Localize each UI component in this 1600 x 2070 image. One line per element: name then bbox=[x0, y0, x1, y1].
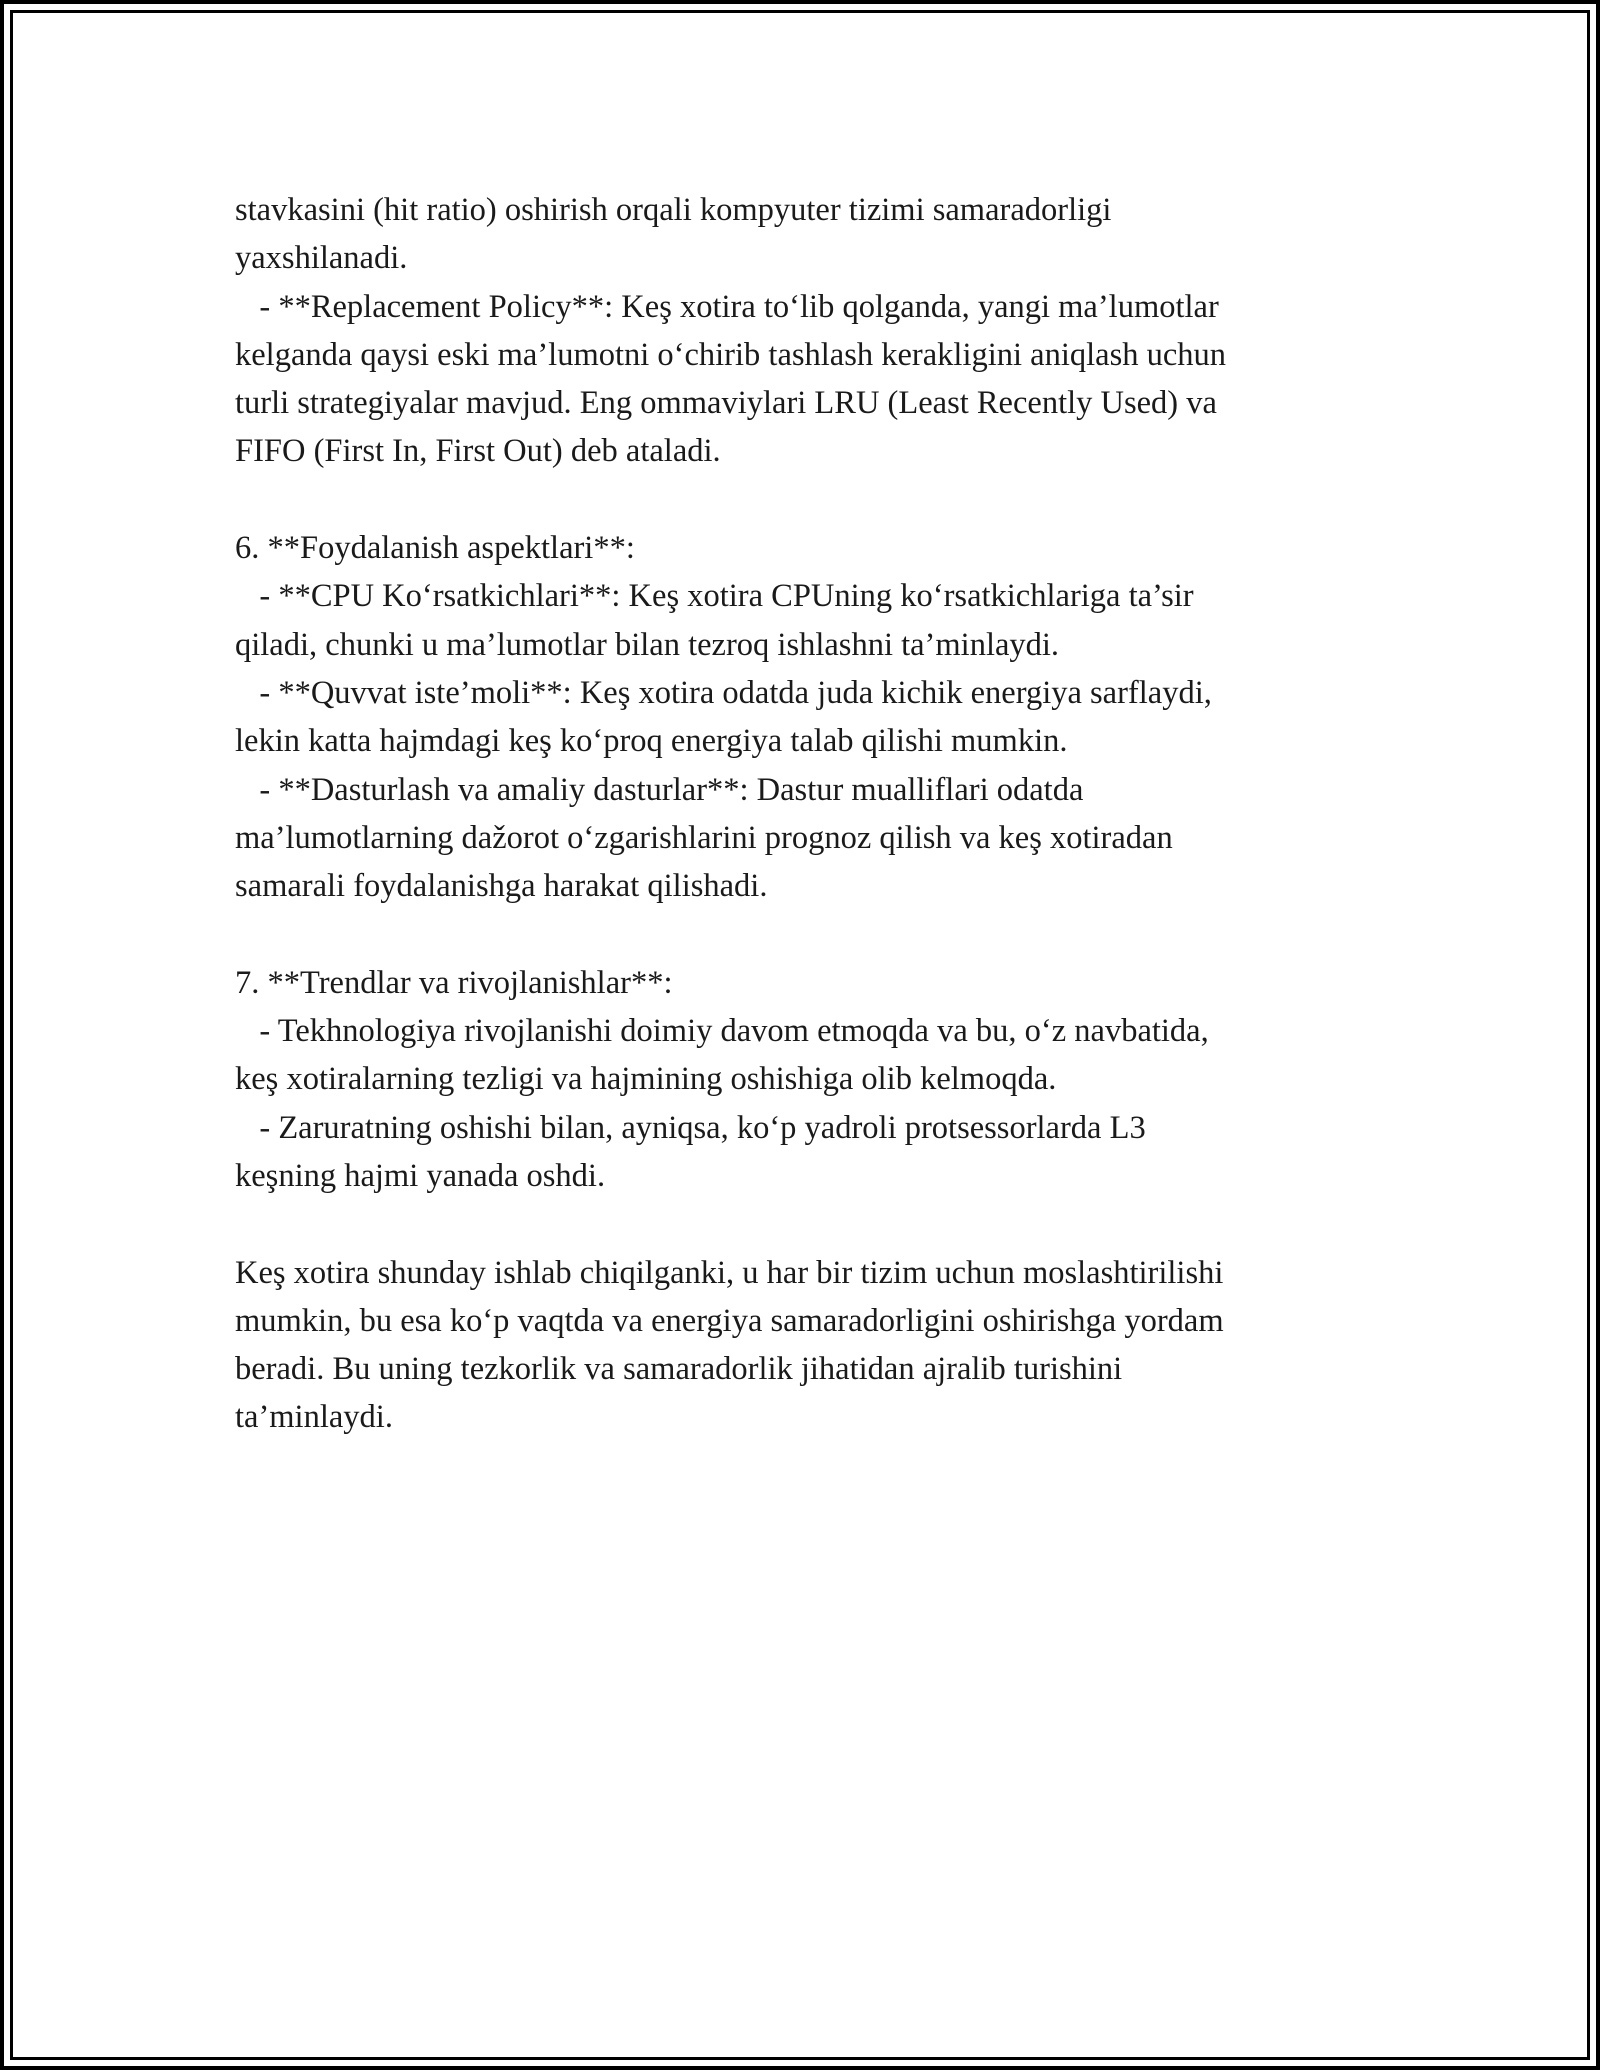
text-line: - **Quvvat iste’moli**: Keş xotira odatda juda kichik energiya sarflaydi, bbox=[235, 674, 1212, 711]
text-line: turli strategiyalar mavjud. Eng ommaviylari LRU (Least Recently Used) va bbox=[235, 385, 1217, 422]
section-heading: 7. **Trendlar va rivojlanishlar**: bbox=[235, 964, 673, 1001]
section-heading: 6. **Foydalanish aspektlari**: bbox=[235, 530, 635, 567]
text-line: ma’lumotlarning dažorot o‘zgarishlarini prognoz qilish va keş xotiradan bbox=[235, 819, 1173, 856]
conclusion-line: Keş xotira shunday ishlab chiqilganki, u har bir tizim uchun moslashtirilishi bbox=[235, 1254, 1224, 1291]
text-line: keş xotiralarning tezligi va hajmining oshishiga olib kelmoqda. bbox=[235, 1061, 1057, 1098]
text-line: FIFO (First In, First Out) deb ataladi. bbox=[235, 433, 721, 470]
conclusion-line: ta’minlaydi. bbox=[235, 1399, 393, 1436]
text-line: samarali foydalanishga harakat qilishadi. bbox=[235, 868, 768, 905]
text-line: - Tekhnologiya rivojlanishi doimiy davom etmoqda va bu, o‘z navbatida, bbox=[235, 1013, 1209, 1050]
blank-line bbox=[235, 476, 1385, 524]
text-line: kelganda qaysi eski ma’lumotni o‘chirib tashlash kerakligini aniqlash uchun bbox=[235, 336, 1227, 373]
text-line: - Zaruratning oshishi bilan, ayniqsa, ko‘p yadroli protsessorlarda L3 bbox=[235, 1109, 1146, 1146]
conclusion-line: mumkin, bu esa ko‘p vaqtda va energiya samaradorligini oshirishga yordam bbox=[235, 1302, 1224, 1339]
blank-line bbox=[235, 910, 1385, 958]
text-line: - **CPU Ko‘rsatkichlari**: Keş xotira CPUning ko‘rsatkichlariga ta’sir bbox=[235, 578, 1194, 615]
text-line: - **Dasturlash va amaliy dasturlar**: Dastur mualliflari odatda bbox=[235, 771, 1084, 808]
blank-line bbox=[235, 1200, 1385, 1248]
text-line: keşning hajmi yanada oshdi. bbox=[235, 1157, 606, 1194]
text-line: stavkasini (hit ratio) oshirish orqali kompyuter tizimi samaradorligi bbox=[235, 192, 1112, 228]
conclusion-line: beradi. Bu uning tezkorlik va samaradorlik jihatidan ajralib turishini bbox=[235, 1351, 1123, 1388]
text-line: yaxshilanadi. bbox=[235, 240, 408, 277]
text-line: qiladi, chunki u ma’lumotlar bilan tezroq ishlashni ta’minlaydi. bbox=[235, 626, 1060, 663]
text-line: lekin katta hajmdagi keş ko‘proq energiya talab qilishi mumkin. bbox=[235, 723, 1068, 760]
document-body bbox=[235, 186, 1385, 1442]
text-line: - **Replacement Policy**: Keş xotira to‘lib qolganda, yangi ma’lumotlar bbox=[235, 288, 1219, 325]
